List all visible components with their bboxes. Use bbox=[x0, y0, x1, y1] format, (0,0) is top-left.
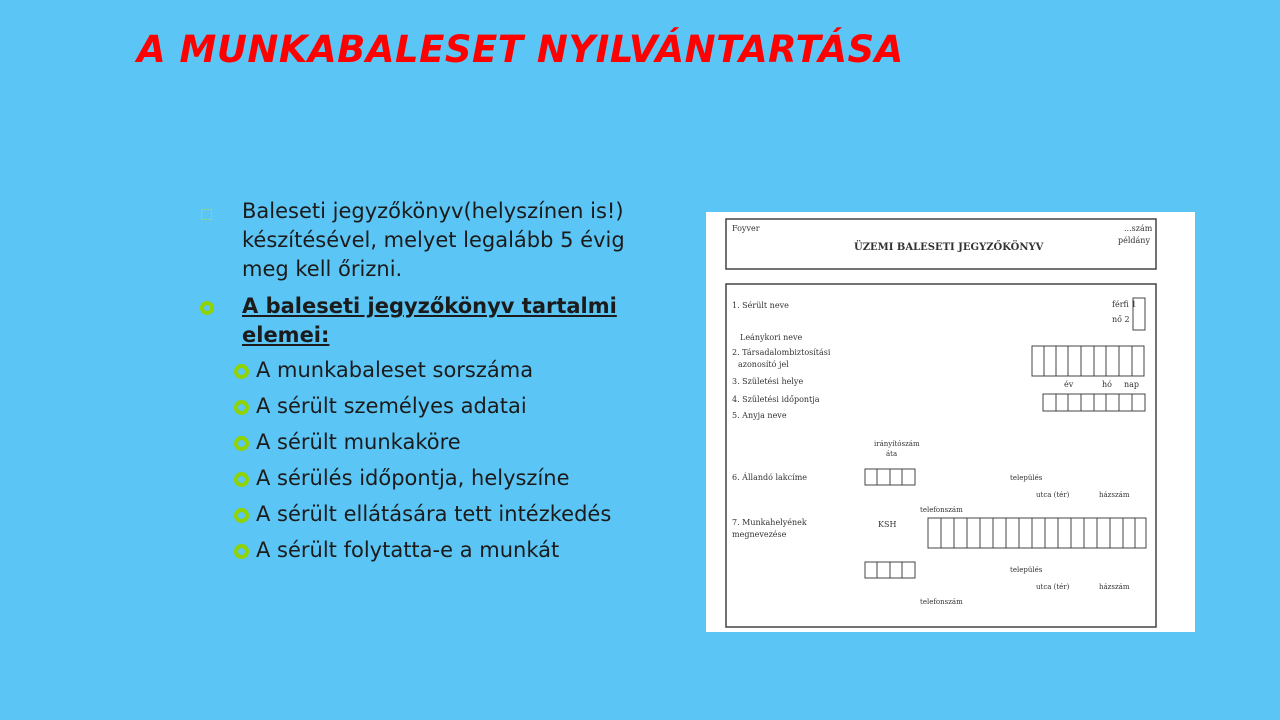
bullet-text: Baleseti jegyzőkönyv(helyszínen is!) készítésével, melyet legalább 5 évig meg kell őrizni. bbox=[242, 199, 625, 281]
ring-bullet-icon bbox=[200, 292, 242, 321]
slide-title: A MUNKABALESET NYILVÁNTARTÁSA bbox=[137, 28, 904, 71]
form-top-left: Foyver bbox=[732, 224, 760, 233]
form-no: nő 2 bbox=[1112, 315, 1130, 324]
ksh-boxes bbox=[928, 518, 1146, 548]
form-ho: hó bbox=[1102, 380, 1112, 389]
form-telefon-1: telefonszám bbox=[920, 506, 963, 514]
form-heading: ÜZEMI BALESETI JEGYZŐKÖNYV bbox=[854, 242, 1044, 253]
sub-bullet-item bbox=[234, 428, 650, 459]
sub-bullet-item bbox=[234, 500, 650, 531]
sub-bullet-text: A sérült folytatta-e a munkát bbox=[256, 538, 560, 562]
ring-bullet-icon bbox=[234, 392, 256, 423]
date-boxes bbox=[1043, 394, 1145, 411]
ring-bullet-icon bbox=[234, 536, 256, 567]
form-ksh: KSH bbox=[878, 520, 897, 529]
sub-bullet-item bbox=[234, 464, 650, 495]
form-field-4: 4. Születési időpontja bbox=[732, 395, 820, 404]
box-bullet-icon: □ bbox=[200, 206, 214, 222]
accident-report-form-image bbox=[706, 212, 1195, 632]
form-telefon-2: telefonszám bbox=[920, 598, 963, 606]
form-field-5: 5. Anyja neve bbox=[732, 411, 787, 420]
ring-bullet-icon bbox=[234, 356, 256, 387]
form-nap: nap bbox=[1124, 380, 1140, 389]
ring-bullet-icon bbox=[234, 428, 256, 459]
sub-bullet-text: A sérült ellátására tett intézkedés bbox=[256, 502, 612, 526]
form-utca-1: utca (tér) bbox=[1036, 491, 1070, 499]
form-field-7a: 7. Munkahelyének bbox=[732, 518, 807, 527]
sub-bullet-item bbox=[234, 392, 650, 423]
form-field-6: 6. Állandó lakcíme bbox=[732, 473, 808, 482]
form-telepules-2: település bbox=[1010, 566, 1043, 574]
form-top-right1: ...szám bbox=[1124, 224, 1153, 233]
form-irsz2: áta bbox=[886, 450, 898, 458]
form-hazszam-1: házszám bbox=[1099, 491, 1130, 499]
form-field-2b: azonosító jel bbox=[738, 360, 789, 369]
form-field-3: 3. Születési helye bbox=[732, 377, 804, 386]
zip-boxes-1 bbox=[865, 469, 915, 485]
form-ev: év bbox=[1064, 380, 1074, 389]
bullet-list bbox=[200, 197, 650, 572]
zip-boxes-2 bbox=[865, 562, 915, 578]
sub-bullet-list bbox=[234, 356, 650, 567]
sub-bullet-item bbox=[234, 356, 650, 387]
form-top-right2: példány bbox=[1118, 236, 1150, 245]
bullet-item bbox=[200, 292, 650, 350]
ring-bullet-icon bbox=[234, 500, 256, 531]
form-field-7b: megnevezése bbox=[732, 530, 787, 539]
sub-bullet-text: A sérülés időpontja, helyszíne bbox=[256, 466, 570, 490]
ring-bullet-icon bbox=[234, 464, 256, 495]
bullet-heading: A baleseti jegyzőkönyv tartalmi elemei: bbox=[242, 294, 617, 347]
taj-boxes bbox=[1032, 346, 1144, 376]
form-irsz1: irányítószám bbox=[874, 440, 920, 448]
form-hazszam-2: házszám bbox=[1099, 583, 1130, 591]
form-telepules-1: település bbox=[1010, 474, 1043, 482]
sub-bullet-text: A munkabaleset sorszáma bbox=[256, 358, 534, 382]
form-ferfi: férfi 1 bbox=[1112, 300, 1137, 309]
form-leany: Leánykori neve bbox=[740, 333, 803, 342]
sub-bullet-text: A sérült munkaköre bbox=[256, 430, 461, 454]
form-utca-2: utca (tér) bbox=[1036, 583, 1070, 591]
form-field-1: 1. Sérült neve bbox=[732, 301, 789, 310]
form-field-2a: 2. Társadalombiztosítási bbox=[732, 348, 831, 357]
sub-bullet-text: A sérült személyes adatai bbox=[256, 394, 527, 418]
sub-bullet-item bbox=[234, 536, 650, 567]
bullet-item bbox=[200, 197, 650, 284]
